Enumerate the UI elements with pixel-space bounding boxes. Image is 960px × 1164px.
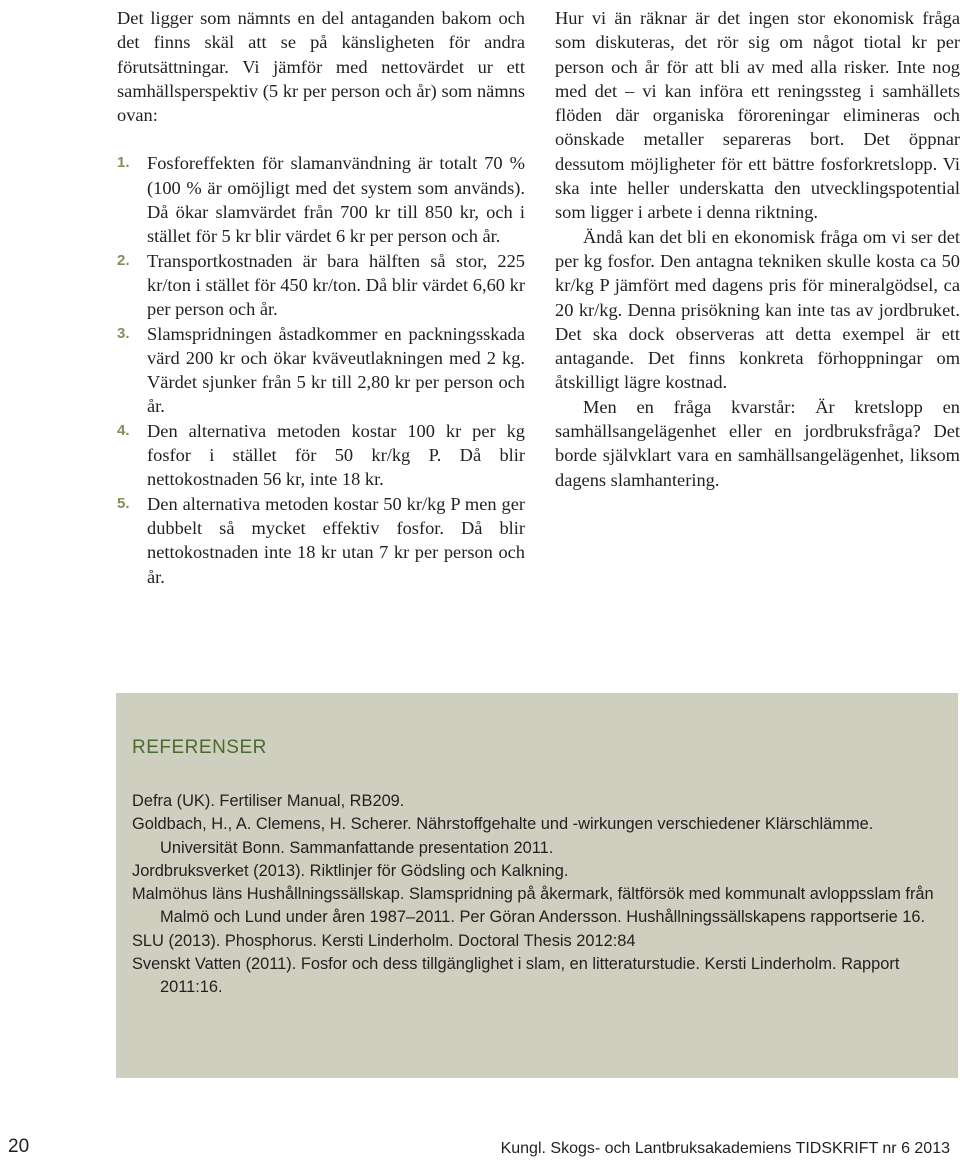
- list-number: 3.: [117, 324, 130, 342]
- journal-title: Kungl. Skogs- och Lantbruksakademiens TIDSKRIFT nr 6 2013: [500, 1140, 950, 1157]
- references-list: [132, 790, 944, 1000]
- body-paragraph: Ändå kan det bli en ekonomisk fråga om vi ser det per kg fosfor. Den antagna tekniken skulle kosta ca 50 kr/kg P jämfört med dagens pris för mineralgödsel, ca 20 kr/kg. Denna prisökning kan inte tas av jordbruket. Det ska dock observeras att detta exempel är ett antagande. Det finns konkreta förhoppningar om åtskilligt lägre kostnad.: [555, 226, 960, 393]
- list-item-text: Fosforeffekten för slamanvändning är totalt 70 % (100 % är omöjligt med det system som används). Då ökar slamvärdet från 700 kr till 850 kr, och i stället för 5 kr blir värdet 6 kr per person och år.: [147, 153, 525, 247]
- list-item: [117, 249, 525, 322]
- list-item: [117, 419, 525, 492]
- list-item: [117, 322, 525, 419]
- left-column: [117, 6, 525, 589]
- reference-item: SLU (2013). Phosphorus. Kersti Linderholm. Doctoral Thesis 2012:84: [132, 931, 636, 950]
- reference-item: Malmöhus läns Hushållningssällskap. Slamspridning på åkermark, fältförsök med kommunalt avloppsslam från Malmö och Lund under åren 1987–2011. Per Göran Andersson. Hushållningssällskapens rapportserie 16.: [132, 885, 934, 927]
- list-item-text: Slamspridningen åstadkommer en packningsskada värd 200 kr och ökar kväveutlakningen med 2 kg. Värdet sjunker från 5 kr till 2,80 kr per person och år.: [147, 323, 525, 417]
- references-box: [116, 693, 958, 1078]
- reference-item: Goldbach, H., A. Clemens, H. Scherer. Nährstoffgehalte und -wirkungen verschiedener Klärschlämme. Universität Bonn. Sammanfattande presentation 2011.: [132, 815, 874, 857]
- sensitivity-list: [117, 151, 525, 588]
- page-number: 20: [8, 1136, 30, 1157]
- list-number: 5.: [117, 494, 130, 512]
- intro-paragraph: Det ligger som nämnts en del antaganden bakom och det finns skäl att se på känsligheten för andra förutsättningar. Vi jämför med nettovärdet ur ett samhällsperspektiv (5 kr per person och år) som nämns ovan:: [117, 8, 525, 126]
- list-item: [117, 492, 525, 589]
- list-number: 1.: [117, 154, 130, 172]
- list-item-text: Den alternativa metoden kostar 50 kr/kg P men ger dubbelt så mycket effektiv fosfor. Då blir nettokostnaden inte 18 kr utan 7 kr per person och år.: [147, 493, 525, 587]
- list-item-text: Transportkostnaden är bara hälften så stor, 225 kr/ton i stället för 450 kr/ton. Då blir värdet 6,60 kr per person och år.: [147, 250, 525, 320]
- list-item-text: Den alternativa metoden kostar 100 kr per kg fosfor i stället för 50 kr/kg P. Då blir nettokostnaden 56 kr, inte 18 kr.: [147, 420, 525, 490]
- body-paragraph: Men en fråga kvarstår: Är kretslopp en samhällsangelägenhet eller en jordbruksfråga? Det borde självklart vara en samhällsangelägenhet, liksom dagens slamhantering.: [555, 396, 960, 490]
- list-number: 2.: [117, 251, 130, 269]
- reference-item: Jordbruksverket (2013). Riktlinjer för Gödsling och Kalkning.: [132, 861, 569, 880]
- list-number: 4.: [117, 421, 130, 439]
- references-heading: REFERENSER: [132, 737, 267, 758]
- reference-item: Defra (UK). Fertiliser Manual, RB209.: [132, 792, 405, 810]
- list-item: [117, 151, 525, 248]
- body-paragraph: Hur vi än räknar är det ingen stor ekonomisk fråga som diskuteras, det rör sig om något tiotal kr per person och år för att bli av med alla risker. Inte nog med det – vi kan införa ett reningssteg i samhällets flöden där organiska föroreningar elimineras och oönskade metaller separeras bort. Det öppnar dessutom möjligheter för ett bättre fosforkretslopp. Vi ska inte heller underskatta den utvecklingspotential som ligger i arbete i denna riktning.: [555, 8, 960, 223]
- reference-item: Svenskt Vatten (2011). Fosfor och dess tillgänglighet i slam, en litteraturstudie. Kersti Linderholm. Rapport 2011:16.: [132, 955, 900, 997]
- right-column: [555, 6, 960, 492]
